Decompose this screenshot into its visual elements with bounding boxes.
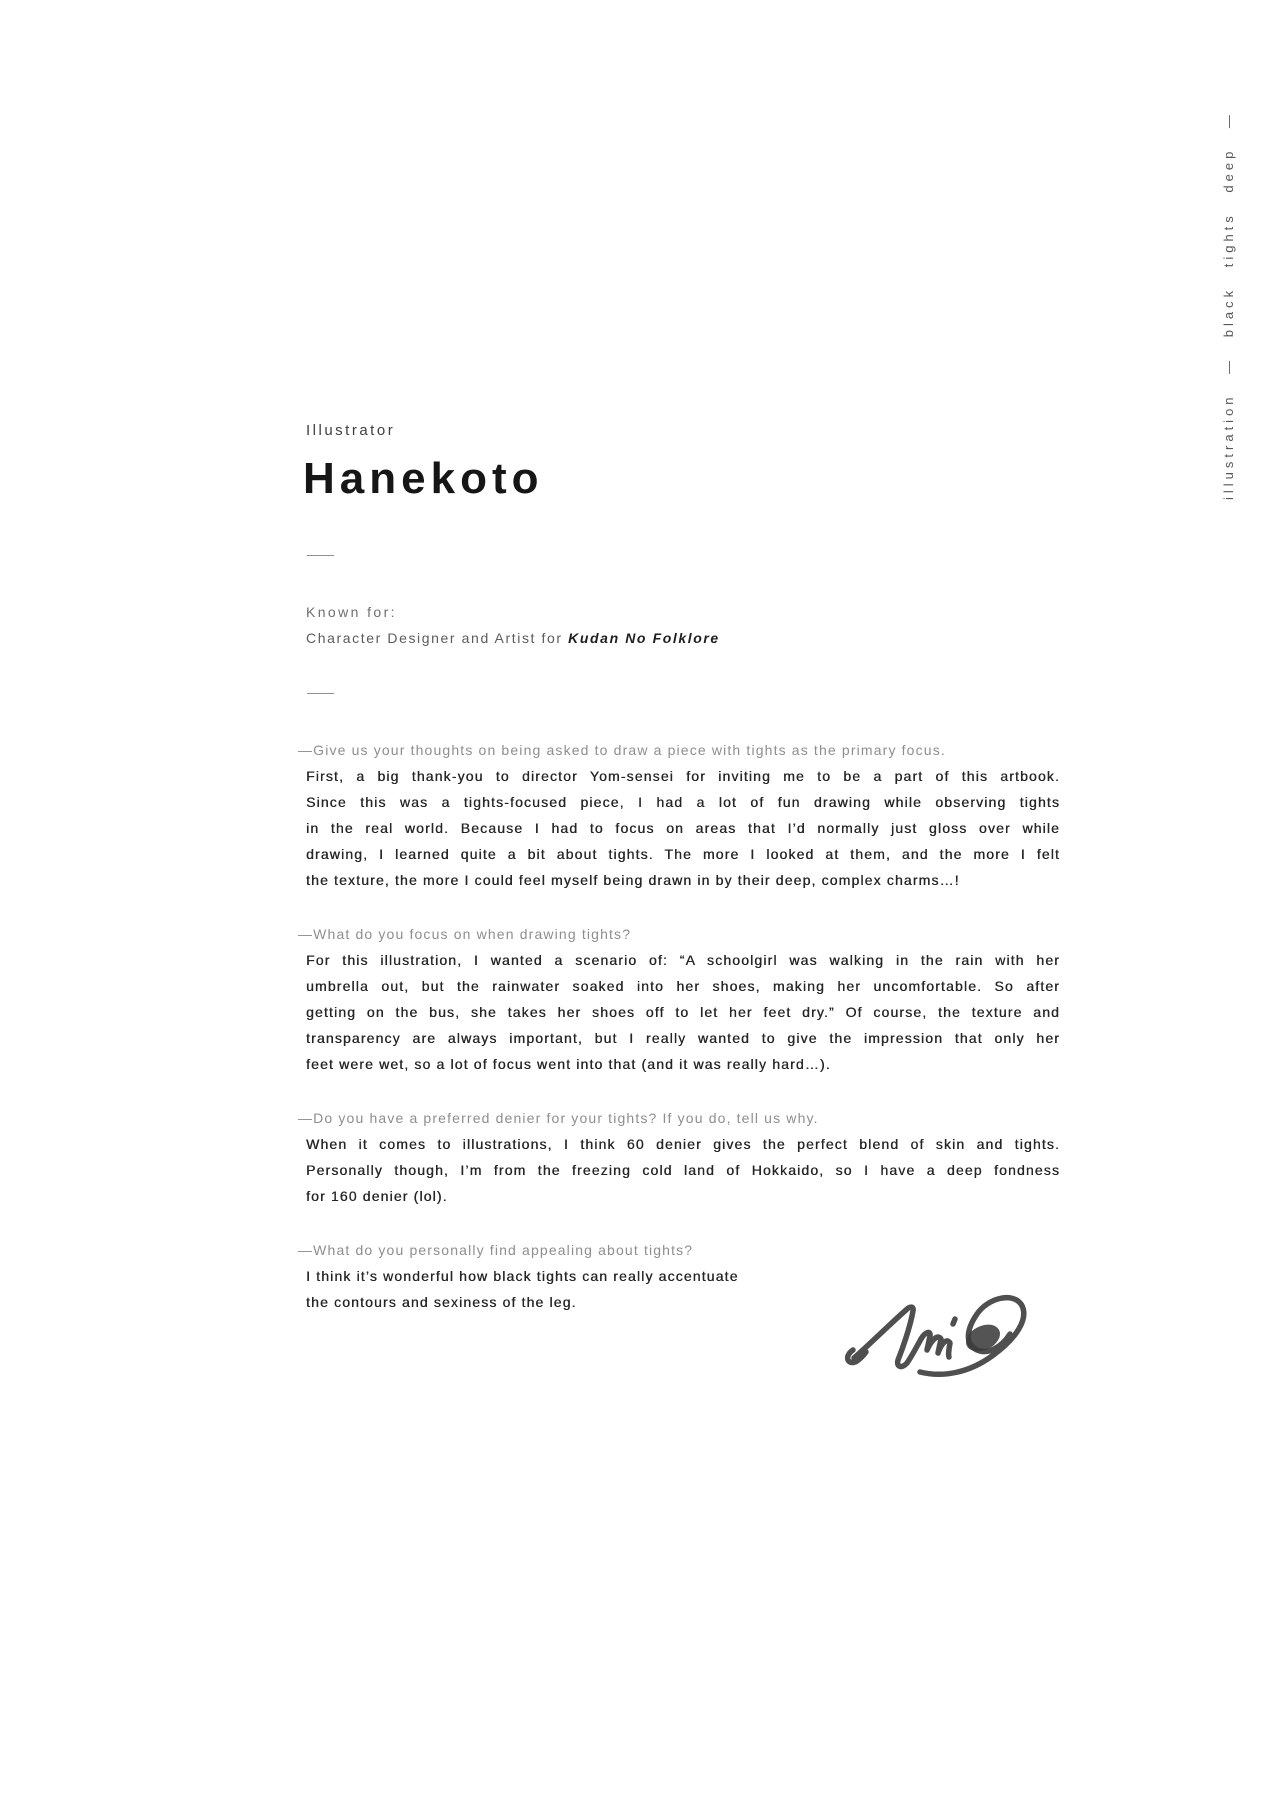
answer-line: in the real world. Because I had to focus on areas that I’d normally just gloss over while	[306, 820, 1060, 836]
illustrator-role-label: Illustrator	[306, 422, 396, 439]
known-for-work-title: Kudan No Folklore	[568, 630, 720, 646]
known-for-line	[306, 630, 720, 646]
question-text: —What do you personally find appealing about tights?	[298, 1242, 694, 1258]
hanekoto-signature-image	[840, 1286, 1050, 1382]
question-text: —What do you focus on when drawing tights?	[298, 926, 632, 942]
known-for-text: Character Designer and Artist for	[306, 630, 569, 646]
answer-line: First, a big thank-you to director Yom-sensei for inviting me to be a part of this artbook.	[306, 768, 1060, 784]
section-divider	[307, 555, 334, 556]
answer-line: for 160 denier (lol).	[306, 1188, 448, 1204]
answer-line: I think it’s wonderful how black tights can really accentuate	[306, 1268, 739, 1284]
interview-qa	[298, 737, 1060, 1315]
answer-line: Since this was a tights-focused piece, I had a lot of fun drawing while observing tights	[306, 794, 1060, 810]
illustrator-name: Hanekoto	[303, 454, 544, 503]
answer-line: getting on the bus, she takes her shoes off to let her feet dry.” Of course, the texture and	[306, 1004, 1060, 1020]
signature-humps-stroke	[921, 1332, 950, 1357]
answer-line: the texture, the more I could feel myself being drawn in by their deep, complex charms…!	[306, 872, 960, 888]
qa-section-2	[298, 921, 1060, 1077]
signature-accent-stroke	[953, 1319, 955, 1324]
answer-line: feet were wet, so a lot of focus went into that (and it was really hard…).	[306, 1056, 831, 1072]
section-divider	[307, 693, 334, 694]
answer-line: When it comes to illustrations, I think 60 denier gives the perfect blend of skin and tights.	[306, 1136, 1060, 1152]
known-for-label: Known for:	[306, 604, 397, 620]
question-text: —Do you have a preferred denier for your tights? If you do, tell us why.	[298, 1110, 819, 1126]
answer-line: For this illustration, I wanted a scenario of: “A schoolgirl was walking in the rain with her	[306, 952, 1060, 968]
qa-section-3	[298, 1105, 1060, 1209]
answer-line: the contours and sexiness of the leg.	[306, 1294, 577, 1310]
question-text: —Give us your thoughts on being asked to draw a piece with tights as the primary focus.	[298, 742, 946, 758]
edge-vertical-tag: illustration — black tights deep —	[1221, 111, 1236, 500]
qa-section-1	[298, 737, 1060, 893]
answer-line: transparency are always important, but I really wanted to give the impression that only her	[306, 1030, 1060, 1046]
answer-line: drawing, I learned quite a bit about tights. The more I looked at them, and the more I felt	[306, 846, 1060, 862]
answer-line: Personally though, I’m from the freezing cold land of Hokkaido, so I have a deep fondness	[306, 1162, 1060, 1178]
answer-line: umbrella out, but the rainwater soaked into her shoes, making her uncomfortable. So after	[306, 978, 1060, 994]
